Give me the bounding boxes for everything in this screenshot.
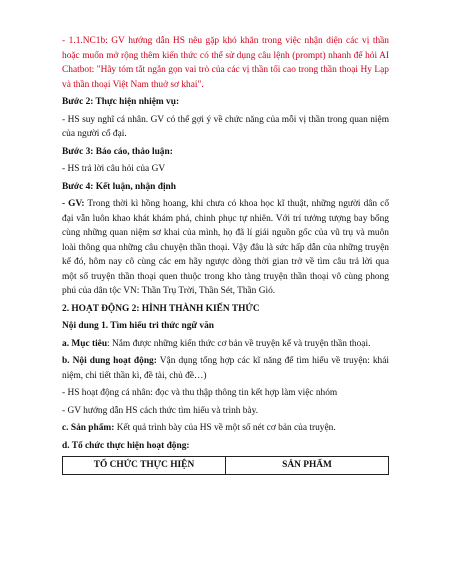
table-header-organization: TỔ CHỨC THỰC HIỆN bbox=[63, 457, 226, 475]
step2-heading: Bước 2: Thực hiện nhiệm vụ: bbox=[62, 97, 180, 107]
step2-text: - HS suy nghĩ cá nhân. GV có thể gợi ý về chức năng của mỗi vị thần trong quan niệm của người cổ đại. bbox=[62, 114, 389, 139]
step3-heading: Bước 3: Báo cáo, thảo luận: bbox=[62, 146, 173, 157]
step4-paragraph bbox=[62, 197, 389, 299]
organization-heading: d. Tổ chức thực hiện hoạt động: bbox=[62, 440, 190, 451]
activity-content-label: b. Nội dung hoạt động: bbox=[62, 356, 157, 366]
step4-heading: Bước 4: Kết luận, nhận định bbox=[62, 181, 176, 192]
student-task-line: - HS hoạt động cá nhân: đọc và thu thập thông tin kết hợp làm việc nhóm bbox=[62, 388, 338, 398]
content1-heading: Nội dung 1. Tìm hiểu tri thức ngữ văn bbox=[62, 321, 214, 331]
gv-label: - GV: bbox=[62, 199, 85, 209]
objective-label: a. Mục tiêu bbox=[62, 338, 108, 349]
activity-content-text: Vận dụng tổng hợp các kĩ năng để tìm hiểu về truyện: khái niệm, chi tiết thần kì, đề tài, chủ đề…) bbox=[62, 356, 390, 381]
product-paragraph bbox=[62, 421, 389, 436]
objective-text: : Nắm được những kiến thức cơ bản về truyện kể và truyện thần thoại. bbox=[107, 338, 371, 349]
table-header-product: SẢN PHẨM bbox=[226, 457, 389, 475]
step3-text: - HS trả lời câu hỏi của GV bbox=[62, 164, 166, 174]
product-text: Kết quả trình bày của HS về một số nét cơ bản của truyện. bbox=[114, 423, 336, 433]
teacher-task-line: - GV hướng dẫn HS cách thức tìm hiểu và trình bày. bbox=[62, 405, 259, 416]
product-label: c. Sản phẩm: bbox=[62, 423, 115, 433]
activity2-heading: 2. HOẠT ĐỘNG 2: HÌNH THÀNH KIẾN THỨC bbox=[62, 303, 260, 314]
document-page bbox=[62, 34, 389, 475]
ai-prompt-note: - 1.1.NC1b: GV hướng dẫn HS nêu gặp khó khăn trong việc nhận diện các vị thần hoặc muốn mở rộng thêm kiến thức có thể sử dụng câu lệnh (prompt) nhanh để hỏi AI Chatbot: "Hãy tóm tắt ngắn gọn vai trò của các vị thần tối cao trong thần thoại Hy Lạp và thần thoại Việt Nam thuở sơ khai". bbox=[62, 36, 389, 90]
activity-table bbox=[62, 456, 389, 475]
table-header-row bbox=[63, 457, 389, 475]
activity-content-paragraph bbox=[62, 354, 389, 383]
objective-paragraph bbox=[62, 337, 389, 352]
step4-text: Trong thời kì hồng hoang, khi chưa có khoa học kĩ thuật, những người dân cổ đại vẫn luôn khao khát khám phá, chinh phục tự nhiên. Với trí tưởng tượng bay bổng cùng những quan niệm sơ khai của mình, họ đã lí giải nguồn gốc của vũ trụ và muôn loài thông qua những câu chuyện thần thoại. Vậy đâu là sức hấp dẫn của những truyện kể đó, hôm nay cô cùng các em hãy ngược dòng thời gian trở về tìm câu trả lời qua một số truyện thần thoại quen thuộc trong kho tàng truyện thần thoại vô cùng phong phú của dân tộc VN: Thần Trụ Trời, Thần Sét, Thần Gió. bbox=[62, 199, 390, 296]
